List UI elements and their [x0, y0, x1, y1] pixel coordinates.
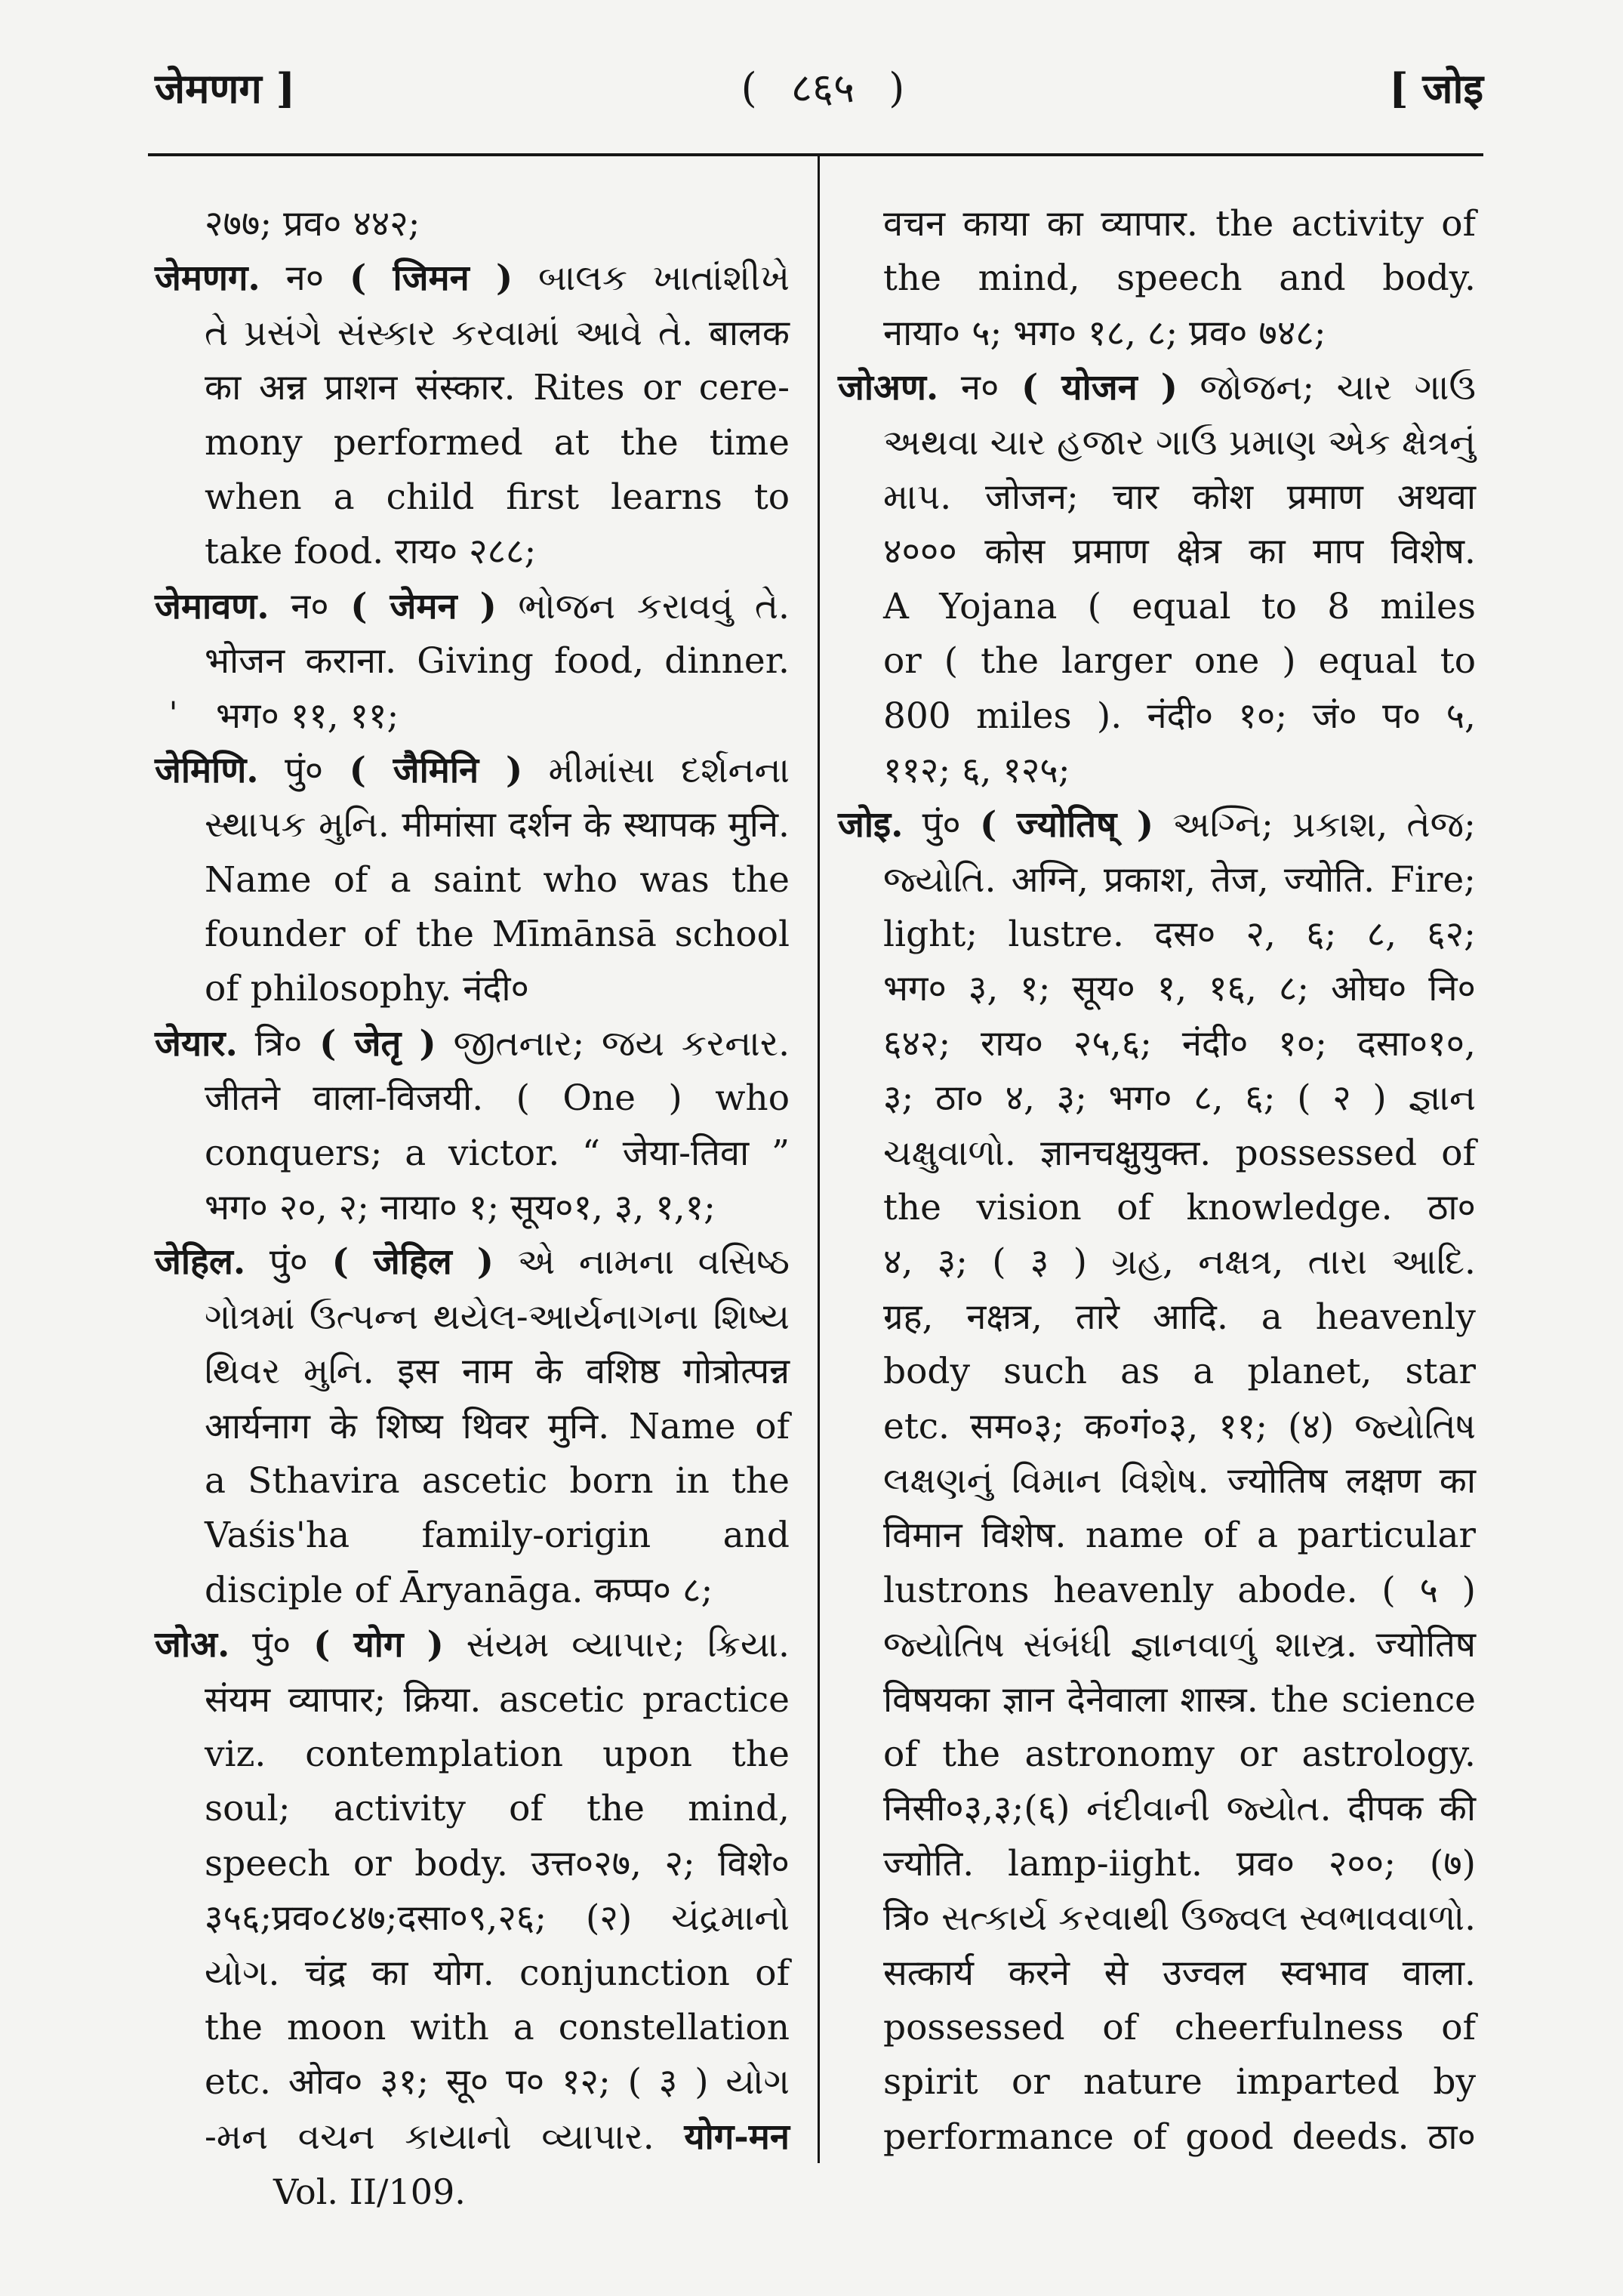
text-line — [155, 525, 790, 579]
headword: जेयार. — [155, 1022, 238, 1065]
bold-run: ( ज्योतिष् ) — [979, 804, 1154, 846]
line-text — [205, 1345, 790, 1399]
text-line — [155, 1509, 790, 1563]
text-line — [155, 1290, 790, 1345]
line-text — [205, 525, 536, 579]
text-run: mony performed at the time — [205, 421, 790, 464]
headword: जोइ. — [838, 804, 904, 846]
text-run: ગોત્રમાં ઉત્પન્ન થયેલ-આર્યનાગના શિષ્ય — [205, 1296, 790, 1338]
text-run: भग० ११, ११; — [205, 695, 399, 737]
text-run: જ્યોતિ. अग्नि, प्रकाश, तेज, ज्योति. Fire; — [883, 858, 1476, 901]
text-line — [155, 1454, 790, 1509]
text-line — [838, 1564, 1476, 1618]
text-line — [838, 1727, 1476, 1782]
right-column — [838, 197, 1476, 2165]
text-line — [155, 470, 790, 525]
text-line — [838, 1290, 1476, 1345]
text-line — [155, 1181, 790, 1235]
text-line — [155, 307, 790, 361]
text-line — [155, 1782, 790, 1836]
line-text — [205, 307, 790, 361]
text-run: ६४२; राय० २५,६; नंदी० १०; दसा०१०, — [883, 1022, 1476, 1065]
text-line — [838, 2055, 1476, 2110]
text-run: आर्यनाग के शिष्य थिवर मुनि. Name of — [205, 1405, 790, 1447]
text-run: ग्रह, नक्षत्र, तारे आदि. a heavenly — [883, 1296, 1476, 1338]
text-run: ભોજન કરાવવું તે. — [496, 585, 790, 627]
text-run: 800 miles ). नंदी० १०; जं० प० ५, — [883, 695, 1476, 737]
text-line — [155, 2110, 790, 2165]
line-text — [155, 580, 790, 634]
headword: जेहिल. — [155, 1241, 246, 1284]
line-text — [883, 2001, 1476, 2055]
line-text — [883, 1782, 1476, 1836]
text-line — [155, 2001, 790, 2055]
line-text — [205, 1946, 790, 2001]
text-run: the mind, speech and body. — [883, 257, 1476, 300]
text-run: Vaśis'ha family-origin and — [205, 1515, 790, 1557]
text-line — [155, 1235, 790, 1290]
text-run: सत्कार्य करने से उज्वल स्वभाव वाला. — [883, 1952, 1476, 1994]
headword: जेमिणि. — [155, 749, 259, 791]
text-run: ˈ — [168, 695, 178, 737]
line-text — [205, 1727, 790, 1782]
line-text — [883, 1181, 1476, 1235]
text-line — [838, 634, 1476, 689]
text-run: etc. ओव० ३१; सू० प० १२; ( ३ ) યોગ — [205, 2061, 790, 2103]
running-header-left: जेमणग ] — [155, 64, 296, 112]
text-run: Name of a saint who was the — [205, 858, 790, 901]
line-text — [168, 689, 399, 744]
bold-run: ( योजन ) — [1021, 367, 1178, 409]
text-run: -મન વચન કાયાનો વ્યાપાર. — [205, 2116, 685, 2158]
text-line — [838, 1837, 1476, 1891]
text-line — [155, 251, 790, 306]
line-text — [883, 580, 1476, 634]
text-line — [838, 1345, 1476, 1399]
line-text — [205, 1400, 790, 1454]
line-text — [883, 1673, 1476, 1727]
text-run: લક્ષણનું વિમાન વિશેષ. ज्योतिष लक्षण का — [883, 1459, 1476, 1502]
text-run: જીતનાર; જય કરનાર. — [436, 1022, 790, 1065]
text-run: light; lustre. दस० २, ६; ८, ६२; — [883, 914, 1476, 956]
text-run: body such as a planet, star — [883, 1351, 1476, 1393]
text-line — [838, 1946, 1476, 2001]
bold-run: ( योग ) — [313, 1624, 444, 1666]
text-line — [155, 361, 790, 415]
text-line — [838, 908, 1476, 962]
line-text — [205, 2001, 790, 2055]
line-text — [205, 1782, 790, 1836]
text-run: જ્યોતિષ સંબંધી જ્ઞાનવાળું શાસ્ત્ર. ज्योतिष — [883, 1624, 1476, 1666]
text-line — [155, 1618, 790, 1672]
line-text — [205, 416, 790, 470]
line-text — [883, 2110, 1476, 2165]
text-line — [155, 744, 790, 798]
text-run: or ( the larger one ) equal to — [883, 640, 1476, 683]
text-run: संयम व्यापार; क्रिया. ascetic practice — [205, 1678, 790, 1721]
headword: जेमणग. — [155, 257, 260, 300]
headword: जेमावण. — [155, 585, 269, 627]
line-text — [205, 853, 790, 908]
line-text — [205, 1181, 716, 1235]
line-text — [205, 908, 790, 962]
text-line — [155, 908, 790, 962]
text-run: એ નામના વસિષ્ઠ — [494, 1241, 790, 1284]
text-run: take food. राय० २८८; — [205, 531, 537, 573]
text-run: of the astronomy or astrology. — [883, 1733, 1476, 1775]
text-line — [838, 251, 1476, 306]
text-line — [838, 1071, 1476, 1126]
text-line — [838, 1181, 1476, 1235]
text-run: न० — [260, 257, 350, 300]
line-text — [883, 251, 1476, 306]
text-run: पुं० — [229, 1624, 314, 1666]
text-run: भोजन कराना. Giving food, dinner. — [205, 640, 790, 683]
text-line — [838, 798, 1476, 852]
volume-footer: Vol. II/109. — [273, 2171, 466, 2212]
text-run: conquers; a victor. “ जेया-तिवा ” — [205, 1132, 790, 1174]
line-text — [205, 2110, 790, 2165]
text-line — [838, 1126, 1476, 1181]
text-run: A Yojana ( equal to 8 miles — [883, 585, 1476, 627]
text-run: થિવર મુનિ. इस नाम के वशिष्ठ गोत्रोत्पन्न — [205, 1351, 790, 1393]
headword: जोअण. — [838, 367, 939, 409]
text-run: जीतने वाला-विजयी. ( One ) who — [205, 1077, 790, 1120]
text-run: મીમાંસા દર્શનના — [522, 749, 790, 791]
text-line — [155, 197, 790, 251]
text-run: भग० २०, २; नाया० १; सूय०१, ३, १,१; — [205, 1187, 716, 1229]
bold-run: ( जेतृ ) — [319, 1022, 436, 1065]
line-text — [155, 1017, 790, 1071]
line-text — [155, 744, 790, 798]
text-run: founder of the Mīmānsā school — [205, 914, 790, 956]
text-line — [155, 1017, 790, 1071]
text-line — [838, 689, 1476, 744]
text-run: ચક્ષુવાળો. ज्ञानचक्षुयुक्त. possessed of — [883, 1132, 1476, 1174]
text-run: the moon with a constellation — [205, 2006, 790, 2048]
text-run: वचन काया का व्यापार. the activity of — [883, 203, 1476, 245]
text-line — [155, 2055, 790, 2110]
text-run: ४००० कोस प्रमाण क्षेत्र का माप विशेष. — [883, 531, 1476, 573]
text-line — [155, 416, 790, 470]
line-text — [883, 1891, 1476, 1946]
text-line — [838, 1782, 1476, 1836]
text-line — [155, 1946, 790, 2001]
text-run: speech or body. उत्त०२७, २; विशे० — [205, 1842, 790, 1885]
text-line — [838, 197, 1476, 251]
line-text — [883, 1017, 1476, 1071]
text-line — [155, 962, 790, 1016]
text-run: of philosophy. नंदी० — [205, 968, 529, 1010]
line-text — [155, 251, 790, 306]
text-run: spirit or nature imparted by — [883, 2061, 1476, 2103]
line-text — [205, 1673, 790, 1727]
page-number: ( ८६५ ) — [741, 64, 905, 112]
text-run: का अन्न प्राशन संस्कार. Rites or cere- — [205, 367, 790, 409]
text-line — [838, 525, 1476, 579]
line-text — [883, 525, 1476, 579]
text-line — [155, 1837, 790, 1891]
text-run: न० — [938, 367, 1022, 409]
text-line — [838, 1618, 1476, 1672]
line-text — [838, 361, 1476, 415]
line-text — [205, 1071, 790, 1126]
text-run: पुं० — [903, 804, 980, 846]
line-text — [883, 1618, 1476, 1672]
text-line — [838, 962, 1476, 1016]
line-text — [883, 307, 1326, 361]
text-line — [155, 1071, 790, 1126]
line-text — [205, 361, 790, 415]
text-run: नाया० ५; भग० १८, ८; प्रव० ७४८; — [883, 312, 1326, 354]
line-text — [205, 798, 790, 852]
text-run: न० — [269, 585, 351, 627]
text-run: विषयका ज्ञान देनेवाला शास्त्र. the science — [883, 1678, 1476, 1721]
text-line — [838, 1891, 1476, 1946]
text-run: निसी०३,३;(६) નંદીવાની જ્યોત. दीपक की — [883, 1788, 1476, 1830]
text-run: ११२; ६, १२५; — [883, 749, 1070, 791]
text-line — [155, 634, 790, 689]
text-line — [838, 580, 1476, 634]
text-run: જોજન; ચાર ગાઉ — [1177, 367, 1477, 409]
line-text — [205, 470, 790, 525]
text-line — [838, 2001, 1476, 2055]
bold-run: ( जेमन ) — [350, 585, 497, 627]
text-run: અથવા ચાર હજાર ગાઉ પ્રમાણ એક ક્ષેત્રનું — [883, 421, 1476, 464]
text-run: त्रि० સત્કાર્ય કરવાથી ઉજ્વલ સ્વભાવવાળો. — [883, 1897, 1476, 1940]
line-text — [883, 1400, 1476, 1454]
line-text — [883, 1345, 1476, 1399]
text-run: બાલક ખાતાંશીખે — [513, 257, 790, 300]
running-header-right: [ जोइ — [1389, 64, 1483, 112]
text-run: ज्योति. lamp-iight. प्रव० २००; (७) — [883, 1842, 1476, 1885]
line-text — [883, 2055, 1476, 2110]
text-line — [155, 1673, 790, 1727]
line-text — [883, 1727, 1476, 1782]
line-text — [883, 634, 1476, 689]
line-text — [205, 1454, 790, 1509]
text-run: માપ. जोजन; चार कोश प्रमाण अथवा — [883, 476, 1476, 518]
line-text — [883, 416, 1476, 470]
text-run: ४, ३; ( ३ ) ગ્રહ, નક્ષત્ર, તારા આદિ. — [883, 1241, 1476, 1284]
line-text — [838, 798, 1476, 852]
line-text — [205, 1564, 713, 1618]
text-line — [155, 1400, 790, 1454]
line-text — [883, 1837, 1476, 1891]
text-run: पुं० — [245, 1241, 332, 1284]
text-line — [155, 1126, 790, 1181]
text-run: સંયમ વ્યાપાર; ક્રિયા. — [443, 1624, 790, 1666]
line-text — [205, 1509, 790, 1563]
line-text — [883, 1454, 1476, 1509]
line-text — [883, 962, 1476, 1016]
text-line — [838, 2110, 1476, 2165]
text-run: २७७; प्रव० ४४२; — [205, 203, 420, 245]
line-text — [155, 1235, 790, 1290]
text-run: when a child first learns to — [205, 476, 790, 518]
text-line — [155, 1727, 790, 1782]
text-run: the vision of knowledge. ठा० — [883, 1187, 1476, 1229]
text-line — [838, 1017, 1476, 1071]
line-text — [883, 1126, 1476, 1181]
text-run: etc. सम०३; क०गं०३, ११; (४) જ્યોતિષ — [883, 1405, 1476, 1447]
header-rule — [148, 153, 1483, 156]
line-text — [205, 197, 420, 251]
text-run: विमान विशेष. name of a particular — [883, 1515, 1476, 1557]
text-run: ३५६;प्रव०८४७;दसा०९,२६; (२) ચંદ્રમાનો — [205, 1897, 790, 1940]
text-line — [155, 853, 790, 908]
line-text — [883, 689, 1476, 744]
line-text — [883, 1509, 1476, 1563]
text-line — [155, 798, 790, 852]
line-text — [883, 908, 1476, 962]
text-run: અગ્નિ; પ્રકાશ, તેજ; — [1153, 804, 1476, 846]
line-text — [883, 470, 1476, 525]
line-text — [205, 1891, 790, 1946]
line-text — [883, 197, 1476, 251]
headword: जोअ. — [155, 1624, 230, 1666]
line-text — [883, 853, 1476, 908]
text-line — [838, 416, 1476, 470]
text-line — [838, 361, 1476, 415]
line-text — [883, 744, 1070, 798]
text-run: त्रि० — [237, 1022, 320, 1065]
line-text — [883, 1564, 1476, 1618]
text-run: lustrons heavenly abode. ( ५ ) — [883, 1569, 1476, 1611]
text-line — [155, 1564, 790, 1618]
text-run: soul; activity of the mind, — [205, 1788, 790, 1830]
line-text — [883, 1290, 1476, 1345]
text-line — [155, 580, 790, 634]
line-text — [205, 1126, 790, 1181]
text-run: ३; ठा० ४, ३; भग० ८, ६; ( २ ) જ્ઞાન — [883, 1077, 1476, 1120]
bold-run: ( जिमन ) — [349, 257, 513, 300]
text-line — [155, 689, 790, 744]
text-line — [155, 1891, 790, 1946]
line-text — [883, 1946, 1476, 2001]
text-run: યોગ. चंद्र का योग. conjunction of — [205, 1952, 790, 1994]
text-run: સ્થાપક મુનિ. मीमांसा दर्शन के स्थापक मुनि. — [205, 804, 790, 846]
line-text — [883, 1071, 1476, 1126]
line-text — [205, 1837, 790, 1891]
text-line — [838, 307, 1476, 361]
text-run: viz. contemplation upon the — [205, 1733, 790, 1775]
text-line — [838, 853, 1476, 908]
line-text — [205, 962, 529, 1016]
text-run: भग० ३, १; सूय० १, १६, ८; ओघ० नि० — [883, 968, 1476, 1010]
bold-run: ( जैमिनि ) — [349, 749, 523, 791]
line-text — [155, 1618, 790, 1672]
text-line — [838, 744, 1476, 798]
text-run: possessed of cheerfulness of — [883, 2006, 1476, 2048]
text-line — [838, 470, 1476, 525]
text-line — [838, 1509, 1476, 1563]
line-text — [205, 1290, 790, 1345]
text-run: पुं० — [258, 749, 350, 791]
text-line — [838, 1400, 1476, 1454]
bold-run: योग-मन — [684, 2116, 790, 2158]
text-line — [838, 1673, 1476, 1727]
text-run: disciple of Āryanāga. कप्प० ८; — [205, 1569, 713, 1611]
text-line — [838, 1235, 1476, 1290]
text-run: તે પ્રસંગે સંસ્કાર કરવામાં આવે તે. बालक — [205, 312, 790, 354]
bold-run: ( जेहिल ) — [331, 1241, 494, 1284]
line-text — [883, 1235, 1476, 1290]
text-line — [838, 1454, 1476, 1509]
text-run: a Sthavira ascetic born in the — [205, 1459, 790, 1502]
text-line — [155, 1345, 790, 1399]
line-text — [205, 2055, 790, 2110]
left-column — [155, 197, 790, 2165]
line-text — [205, 634, 790, 689]
text-run: performance of good deeds. ठा० — [883, 2116, 1476, 2158]
column-divider — [818, 155, 820, 2163]
